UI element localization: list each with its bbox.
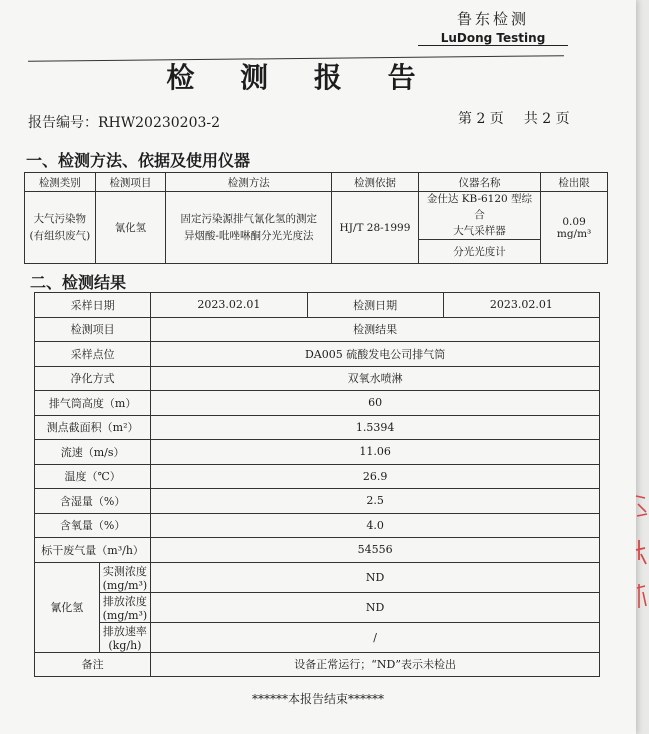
result-label: 测点截面积（m²） [35,415,151,440]
result-label: 排气筒高度（m） [35,391,151,416]
result-row [35,440,600,465]
page-current: 第 2 页 [458,111,504,127]
pollutant-label: 排放浓度(mg/m³) [99,592,151,622]
page-info [458,108,590,128]
pollutant-row [35,562,600,592]
test-date-label: 检测日期 [307,293,443,318]
pollutant-value: ND [151,562,600,592]
report-number: 报告编号：RHW20230203-2 [28,115,221,131]
result-label: 含氧量（%） [35,513,151,538]
result-label: 采样点位 [35,342,151,367]
section1-heading: 一、检测方法、依据及使用仪器 [26,151,251,170]
result-value: 11.06 [151,440,600,465]
col-category: 检测类别 [25,173,96,192]
pollutant-row [35,592,600,622]
result-row [35,342,600,367]
result-row [35,489,600,514]
result-value: DA005 硫酸发电公司排气筒 [151,342,600,367]
test-date: 2023.02.01 [443,293,599,318]
pollutant-row [35,622,600,652]
col-item: 检测项目 [95,173,166,192]
result-value: 4.0 [151,513,600,538]
company-logo [418,8,568,45]
results-table [34,292,600,677]
pollutant-label: 排放速率(kg/h) [99,622,151,652]
brand-en: LuDong Testing [440,31,546,45]
cell-instrument-2: 分光光度计 [418,240,540,264]
report-title: 检 测 报 告 [166,61,434,94]
result-label: 流速（m/s） [35,440,151,465]
sampling-date-label: 采样日期 [35,293,151,318]
result-label: 标干废气量（m³/h） [35,538,151,563]
result-row [35,513,600,538]
cell-limit: 0.09 mg/m³ [541,192,608,264]
pollutant-value: ND [151,592,600,622]
header-item: 检测项目 [35,317,151,342]
col-limit: 检出限 [541,173,608,192]
result-value: 双氧水喷淋 [151,366,600,391]
cell-basis: HJ/T 28-1999 [332,192,419,264]
pollutant-value: / [151,622,600,652]
brand-cn: 鲁东检测 [456,10,529,28]
result-value: 26.9 [151,464,600,489]
red-stamp-edge [633,488,649,628]
cell-category: 大气污染物 (有组织废气) [25,192,96,264]
result-row [35,366,600,391]
sampling-date: 2023.02.01 [151,293,307,318]
report-end: ******本报告结束****** [251,692,384,706]
pollutant-name: 氰化氢 [35,562,100,652]
methods-table [24,172,608,264]
result-value: 1.5394 [151,415,600,440]
header-result: 检测结果 [151,317,600,342]
cell-instrument-1: 金仕达 KB-6120 型综合 大气采样器 [418,192,540,240]
remarks-row [35,652,600,677]
col-method: 检测方法 [166,173,332,192]
cell-method: 固定污染源排气氰化氢的测定 异烟酸-吡唑啉酮分光光度法 [166,192,332,264]
result-label: 净化方式 [35,366,151,391]
section2-heading: 二、检测结果 [30,273,127,292]
results-header-row [35,317,600,342]
pollutant-label: 实测浓度(mg/m³) [99,562,151,592]
methods-row [25,192,608,240]
col-instrument: 仪器名称 [418,173,540,192]
result-value: 54556 [151,538,600,563]
cell-item: 氰化氢 [95,192,166,264]
page-total: 共 2 页 [523,111,570,127]
dates-row [35,293,600,318]
result-value: 2.5 [151,489,600,514]
result-label: 温度（℃） [35,464,151,489]
result-row [35,464,600,489]
col-basis: 检测依据 [332,173,419,192]
result-label: 含湿量（%） [35,489,151,514]
result-row [35,391,600,416]
result-value: 60 [151,391,600,416]
result-row [35,538,600,563]
methods-header-row [25,173,608,192]
logo-underline [418,45,568,46]
remarks-value: 设备正常运行；“ND”表示未检出 [151,652,600,677]
remarks-label: 备注 [35,652,151,677]
result-row [35,415,600,440]
